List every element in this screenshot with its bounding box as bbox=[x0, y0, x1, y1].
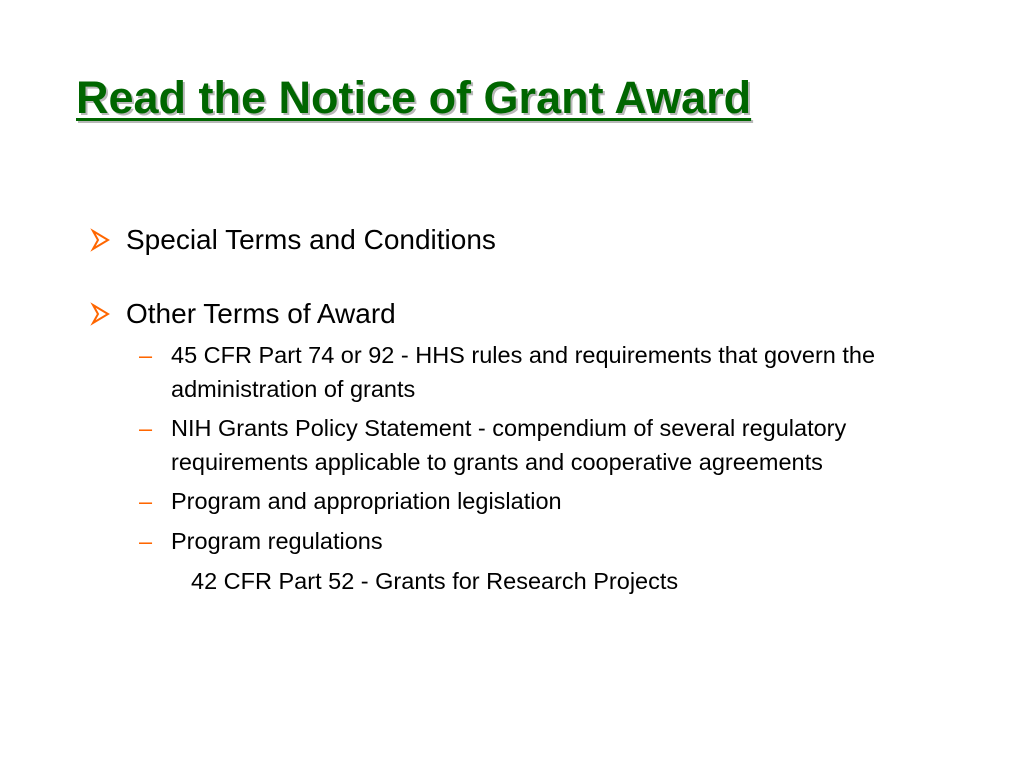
arrow-bullet-icon bbox=[88, 222, 114, 258]
sub-bullet-list bbox=[88, 339, 968, 558]
sub-bullet-text: Program regulations bbox=[171, 527, 383, 554]
sub-bullet-item bbox=[88, 339, 968, 406]
dash-bullet-icon: – bbox=[139, 527, 153, 554]
dash-bullet-icon: – bbox=[139, 342, 153, 368]
bullet-text: Special Terms and Conditions bbox=[126, 224, 496, 255]
arrow-bullet-icon bbox=[88, 296, 114, 332]
program-regulations-note: 42 CFR Part 52 - Grants for Research Projects bbox=[191, 568, 679, 594]
sub-bullet-text: 45 CFR Part 74 or 92 - HHS rules and requirements that govern the administration of grants bbox=[171, 342, 876, 402]
dash-bullet-icon: – bbox=[139, 415, 153, 441]
slide-title: Read the Notice of Grant Award bbox=[76, 72, 752, 123]
bullet-special-terms bbox=[88, 222, 968, 258]
slide-content bbox=[88, 222, 968, 599]
sub-bullet-item bbox=[88, 412, 968, 479]
sub-bullet-text: NIH Grants Policy Statement - compendium of several regulatory requirements applicable to grants and cooperative agreements bbox=[171, 415, 847, 475]
sub-bullet-item bbox=[88, 485, 968, 519]
bullet-text: Other Terms of Award bbox=[126, 298, 396, 329]
bullet-other-terms bbox=[88, 296, 968, 332]
sub-bullet-text: Program and appropriation legislation bbox=[171, 488, 562, 514]
sub-bullet-item bbox=[88, 525, 968, 559]
dash-bullet-icon: – bbox=[139, 488, 153, 514]
